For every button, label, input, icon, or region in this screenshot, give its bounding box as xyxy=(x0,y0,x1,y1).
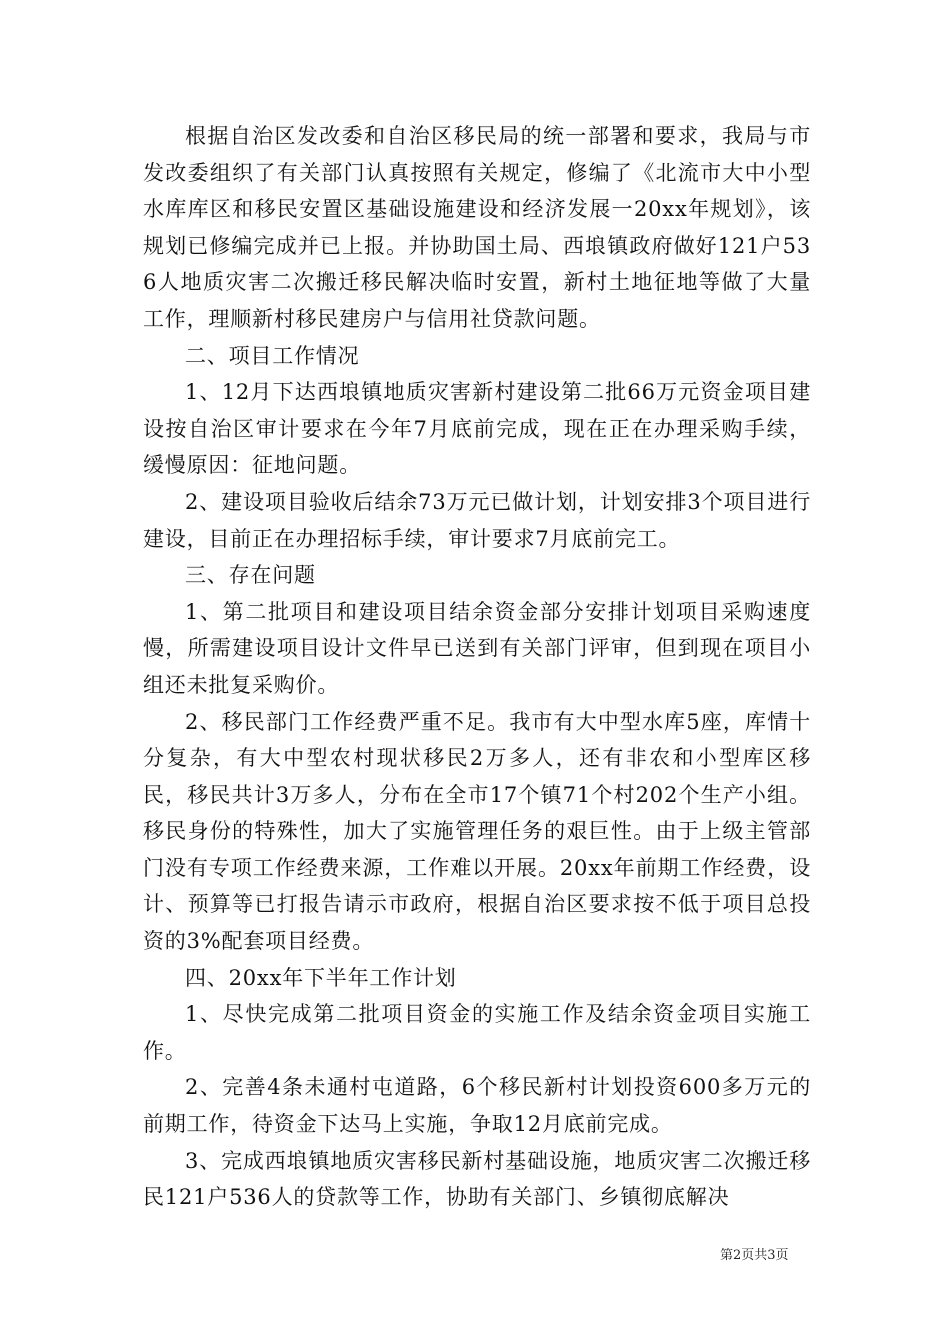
paragraph-project-2: 2、建设项目验收后结余73万元已做计划，计划安排3个项目进行建设，目前正在办理招标手续，审计要求7月底前完工。 xyxy=(143,489,811,551)
section-heading-work-plan: 四、20xx年下半年工作计划 xyxy=(185,965,457,990)
paragraph-problem-1: 1、第二批项目和建设项目结余资金部分安排计划项目采购速度慢，所需建设项目设计文件早已送到有关部门评审，但到现在项目小组还未批复采购价。 xyxy=(143,599,811,697)
document-body xyxy=(143,118,811,1216)
paragraph-plan-1: 1、尽快完成第二批项目资金的实施工作及结余资金项目实施工作。 xyxy=(143,1002,811,1063)
paragraph-plan-3: 3、完成西埌镇地质灾害移民新村基础设施，地质灾害二次搬迁移民121户536人的贷款等工作，协助有关部门、乡镇彻底解决 xyxy=(143,1148,811,1210)
page-number: 第2页共3页 xyxy=(720,1248,789,1263)
paragraph-problem-2: 2、移民部门工作经费严重不足。我市有大中型水库5座，库情十分复杂，有大中型农村现状移民2万多人，还有非农和小型库区移民，移民共计3万多人，分布在全市17个镇71个村202个生产小组。移民身份的特殊性，加大了实施管理任务的艰巨性。由于上级主管部门没有专项工作经费来源，工作难以开展。20xx年前期工作经费，设计、预算等已打报告请示市政府，根据自治区要求按不低于项目总投资的3%配套项目经费。 xyxy=(143,709,811,954)
paragraph-project-1: 1、12月下达西埌镇地质灾害新村建设第二批66万元资金项目建设按自治区审计要求在今年7月底前完成，现在正在办理采购手续，缓慢原因：征地问题。 xyxy=(143,380,811,478)
section-heading-problems: 三、存在问题 xyxy=(185,563,316,588)
paragraph-plan-2: 2、完善4条未通村屯道路，6个移民新村计划投资600多万元的前期工作，待资金下达马上实施，争取12月底前完成。 xyxy=(143,1075,811,1137)
section-heading-project-status: 二、项目工作情况 xyxy=(185,343,360,368)
paragraph-intro: 根据自治区发改委和自治区移民局的统一部署和要求，我局与市发改委组织了有关部门认真按照有关规定，修编了《北流市大中小型水库库区和移民安置区基础设施建设和经济发展一20xx年规划》，该规划已修编完成并已上报。并协助国土局、西埌镇政府做好121户536人地质灾害二次搬迁移民解决临时安置，新村土地征地等做了大量工作，理顺新村移民建房户与信用社贷款问题。 xyxy=(143,124,811,331)
